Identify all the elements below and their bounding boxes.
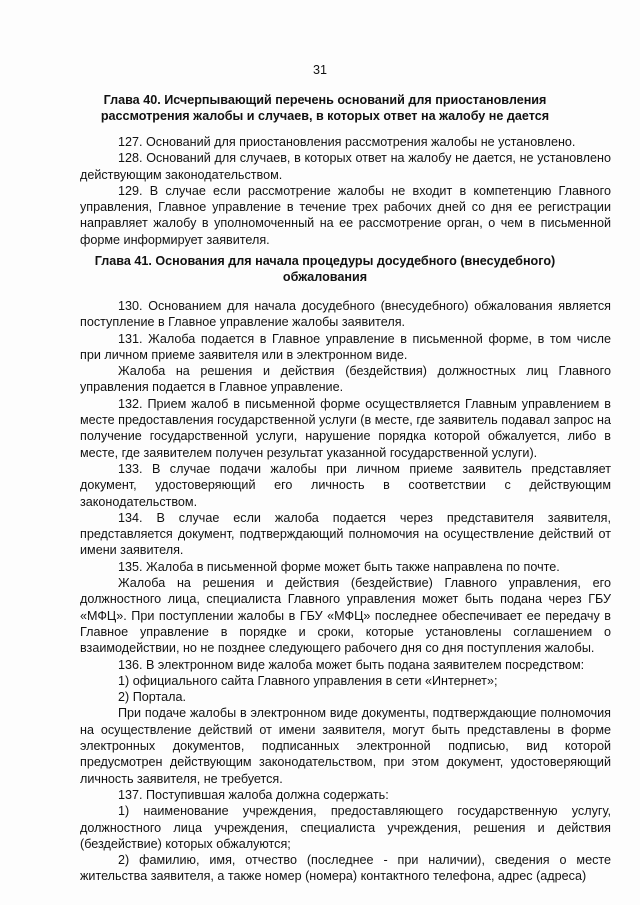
chapter-41-body: [80, 298, 611, 885]
chapter-41-heading: [40, 254, 610, 285]
chapter-40-title-line-2: рассмотрения жалобы и случаев, в которых ответ на жалобу не дается: [100, 108, 550, 123]
paragraph-137-item-2: 2) фамилию, имя, отчество (последнее - при наличии), сведения о месте жительства заявителя, а также номер (номера) контактного телефона, адрес (адреса): [80, 853, 611, 884]
paragraph-132: 132. Прием жалоб в письменной форме осуществляется Главным управлением в месте предоставления государственной услуги (в месте, где заявитель подавал запрос на получение государственной услуги, нарушение порядка которой обжалуется, либо в месте, где заявителем получен результат указанной государственной услуги).: [80, 396, 611, 460]
chapter-40-heading: [40, 93, 610, 124]
paragraph-135-mfc: Жалоба на решения и действия (бездействие) Главного управления, его должностного лица, специалиста Главного управления может быть подана через ГБУ «МФЦ». При поступлении жалобы в ГБУ «МФЦ» последнее обеспечивает ее передачу в Главное управление в порядке и сроки, которые установлены соглашением о взаимодействии, но не позднее следующего рабочего дня со дня поступления жалобы.: [80, 576, 611, 656]
paragraph-135: 135. Жалоба в письменной форме может быть также направлена по почте.: [118, 559, 560, 574]
paragraph-127: 127. Оснований для приостановления рассмотрения жалобы не установлено.: [118, 135, 576, 149]
paragraph-134: 134. В случае если жалоба подается через представителя заявителя, представляется документ, подтверждающий полномочия на осуществление действий от имени заявителя.: [80, 510, 611, 558]
paragraph-137-item-1: 1) наименование учреждения, предоставляющего государственную услугу, должностного лица учреждения, специалиста учреждения, решения и действия (бездействие) которых обжалуются;: [80, 804, 611, 851]
paragraph-136-item-1: 1) официального сайта Главного управления в сети «Интернет»;: [118, 673, 498, 688]
paragraph-131: 131. Жалоба подается в Главное управление в письменной форме, в том числе при личном приеме заявителя или в электронном виде.: [80, 331, 611, 362]
chapter-41-title-line-1: Глава 41. Основания для начала процедуры досудебного (внесудебного): [94, 254, 556, 268]
paragraph-136-electronic: При подаче жалобы в электронном виде документы, подтверждающие полномочия на осуществление действий от имени заявителя, могут быть представлены в форме электронных документов, подписанных электронной подписью, вид которой предусмотрен действующим законодательством, при этом документ, удостоверяющий личность заявителя, не требуется.: [80, 706, 611, 786]
paragraph-128: 128. Оснований для случаев, в которых ответ на жалобу не дается, не установлено действующим законодательством.: [80, 151, 611, 182]
paragraph-137: 137. Поступившая жалоба должна содержать:: [118, 787, 389, 802]
paragraph-130: 130. Основанием для начала досудебного (внесудебного) обжалования является поступление в Главное управление жалобы заявителя.: [80, 299, 611, 330]
paragraph-136: 136. В электронном виде жалоба может быть подана заявителем посредством:: [118, 657, 585, 672]
chapter-40-body: [80, 134, 611, 248]
paragraph-133: 133. В случае подачи жалобы при личном приеме заявитель представляет документ, удостоверяющий его личность в соответствии с действующим законодательством.: [80, 461, 611, 509]
paragraph-131-complaint-officials: Жалоба на решения и действия (бездействия) должностных лиц Главного управления подается в Главное управление.: [80, 364, 611, 395]
chapter-40-title-line-1: Глава 40. Исчерпывающий перечень оснований для приостановления: [103, 93, 547, 107]
chapter-41-title-line-2: обжалования: [282, 269, 368, 284]
page-number: 31: [312, 63, 327, 77]
paragraph-129: 129. В случае если рассмотрение жалобы не входит в компетенцию Главного управления, Главное управление в течение трех рабочих дней со дня ее регистрации направляет жалобу в уполномоченный на ее рассмотрение орган, о чем в письменной форме информирует заявителя.: [80, 183, 611, 247]
paragraph-136-item-2: 2) Портала.: [118, 690, 186, 705]
